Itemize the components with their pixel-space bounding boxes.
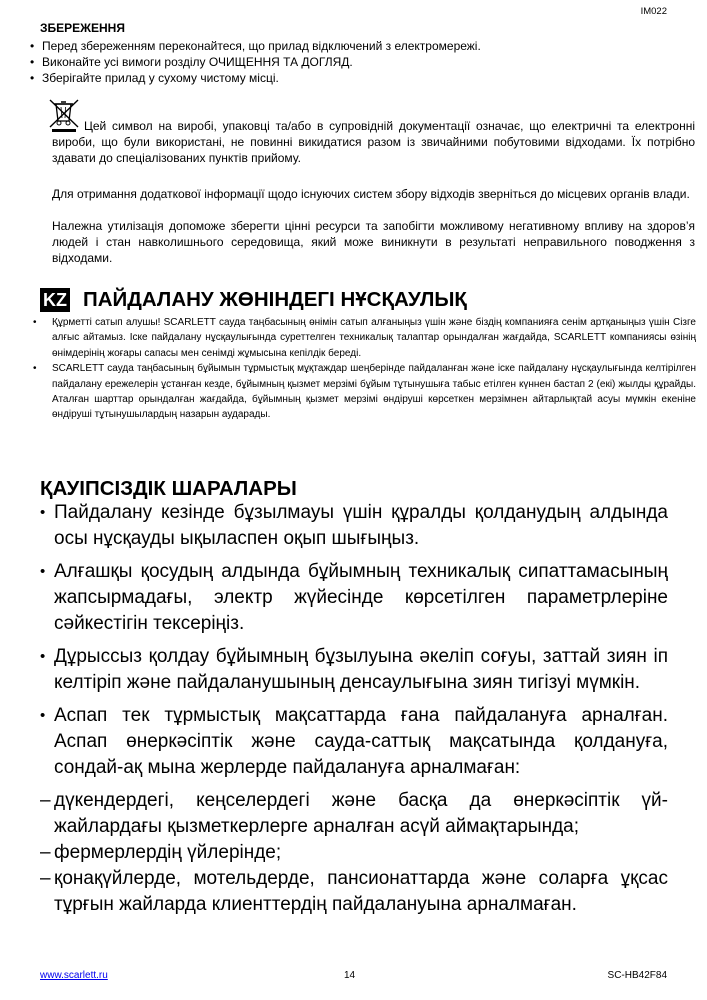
list-item: • Зберігайте прилад у сухому чистому місці. (30, 70, 675, 86)
kz-language-badge: KZ (40, 288, 70, 312)
list-item: • Аспап тек тұрмыстық мақсаттарда ғана пайдалануға арналған. Аспап өнеркәсіптік және сауда-саттық мақсатында қолдануға, сондай-ақ мына жерлерде пайдалануға арналмаған: (40, 703, 668, 788)
list-item: • Құрметті сатып алушы! SCARLETT сауда таңбасының өнімін сатып алғаныңыз үшін және біздің компанияға сенім артқаныңыз үшін Сізге алғыс айтамыз. Іске пайдалану нұсқаулығында суреттелген техникалық талаптар орындалған жағдайда, SCARLETT компаниясы өзінің өнімдерінің жоғары сапасы мен сенімді жұмысына кепілдік береді. (30, 315, 696, 361)
safety-heading: ҚАУІПСІЗДІК ШАРАЛАРЫ (40, 477, 297, 500)
list-item: – фермерлердің үйлерінде; (40, 840, 668, 866)
list-item: • SCARLETT сауда таңбасының бұйымын тұрмыстық мұқтаждар шеңберінде пайдаланған және іске пайдалану нұсқаулығында келтірілген пайдалану ережелерін ұстанған кезде, бұйымның қызмет мерзімі бұйым тұтынушыға табыс етілген күннен бастап 2 (екі) жылды құрайды. Аталған шарттар орындалған жағдайда, бұйымның қызмет мерзімі өндіруші көрсеткен мерзімнен айтарлықтай асуы мүмкін екеніне өндіруші тұтынушылардың назарын аударады. (30, 361, 696, 423)
list-item: – дүкендердегі, кеңселердегі және басқа да өнеркәсіптік үй-жайлардағы қызметкерлерге арналған асүй аймақтарында; (40, 788, 668, 840)
list-item: • Виконайте усі вимоги розділу ОЧИЩЕННЯ ТА ДОГЛЯД. (30, 54, 675, 70)
page-number: 14 (344, 970, 356, 981)
model-number: SC-HB42F84 (607, 970, 667, 981)
list-item: • Алғашқы қосудың алдында бұйымның техникалық сипаттамасының жапсырмадағы, электр жүйесінде көрсетілген параметрлеріне сәйкестігін тексеріңіз. (40, 559, 668, 644)
disposal-info-paragraph: Для отримання додаткової інформації щодо існуючих систем збору відходів зверніться до місцевих органів влади. (52, 187, 690, 201)
storage-heading: ЗБЕРЕЖЕННЯ (40, 21, 125, 35)
list-item: • Дұрыссыз қолдау бұйымның бұзылуына әкеліп соғуы, заттай зиян іп келтіріп және пайдаланушының денсаулығына зиян тигізуі мүмкін. (40, 644, 668, 703)
list-item: • Перед збереженням переконайтеся, що прилад відключений з електромережі. (30, 38, 675, 54)
document-code: IM022 (640, 6, 667, 17)
kz-intro-list (30, 315, 696, 423)
list-item: • Пайдалану кезінде бұзылмауы үшін құралды қолданудың алдында осы нұсқауды ықыласпен оқып шығыңыз. (40, 500, 668, 559)
website-link[interactable]: www.scarlett.ru (40, 970, 108, 981)
disposal-utilization-paragraph: Належна утилізація допоможе зберегти цінні ресурси та запобігти можливому негативному впливу на здоров’я людей і стан навколишнього середовища, який може виникнути в результаті неправильного поводження з відходами. (52, 219, 695, 265)
safety-list (40, 500, 668, 918)
kz-section-title: ПАЙДАЛАНУ ЖӨНІНДЕГІ НҰСҚАУЛЫҚ (83, 288, 467, 311)
list-item: – қонақүйлерде, мотельдерде, пансионаттарда және соларға ұқсас тұрғын жайларда клиенттердің пайдалануына арналмаған. (40, 866, 668, 918)
storage-list (30, 38, 675, 86)
disposal-symbol-paragraph: Цей символ на виробі, упаковці та/або в супровідній документації означає, що електричні та електронні вироби, що були використані, не повинні викидатися разом із звичайними побутовими відходами. Їх потрібно здавати до спеціалізованих пунктів прийому. (52, 119, 695, 165)
